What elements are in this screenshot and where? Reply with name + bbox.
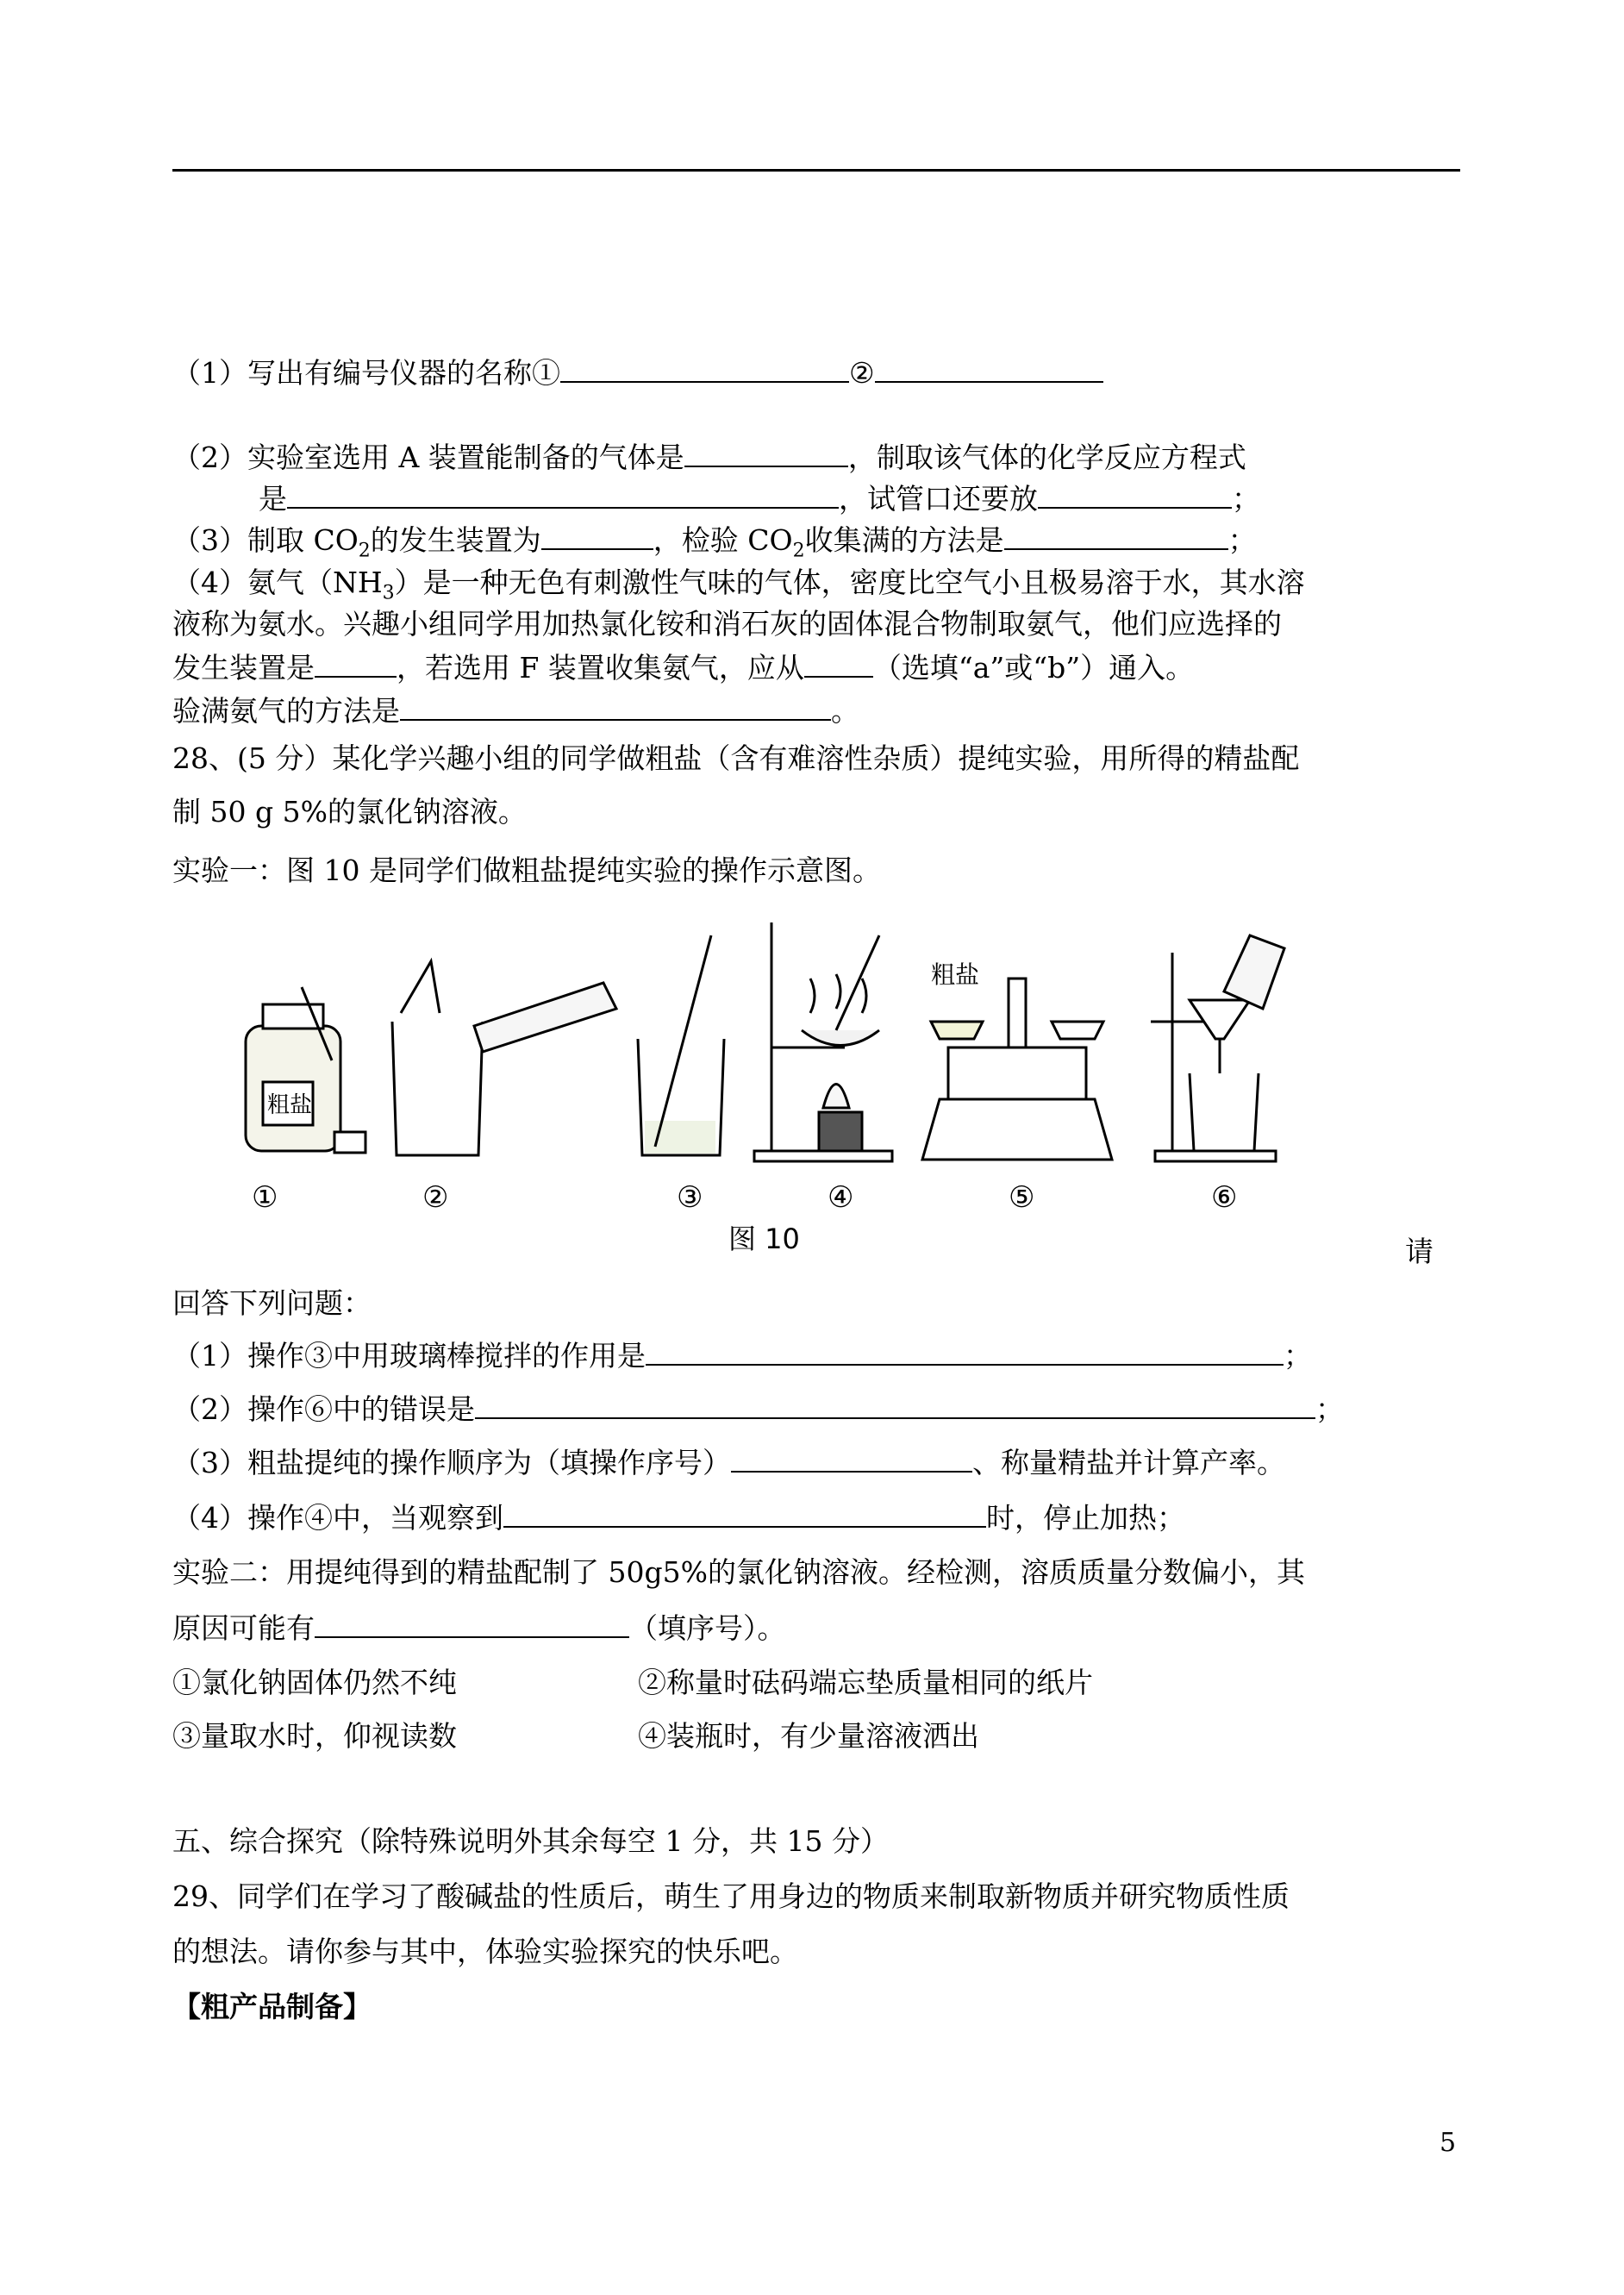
step-label: ① [252, 1180, 278, 1215]
stirring-beaker [638, 935, 724, 1155]
q29-line2: 的想法。请你参与其中，体验实验探究的快乐吧。 [172, 1935, 798, 1968]
answer-blank[interactable] [315, 1609, 629, 1638]
please-text: 请 [1405, 1235, 1433, 1268]
filtration-setup [1151, 935, 1284, 1161]
answer-blank[interactable] [731, 1443, 972, 1473]
q28-sub4: （4）操作④中，当观察到 时，停止加热； [172, 1498, 1185, 1537]
q28-experiment2-line2: 原因可能有 （填序号）。 [172, 1609, 786, 1648]
figure-caption: 图 10 [728, 1223, 800, 1254]
q28-experiment1: 实验一：图 10 是同学们做粗盐提纯实验的操作示意图。 [172, 854, 881, 887]
balance-label: 粗盐 [931, 960, 980, 989]
q29-line1: 29、同学们在学习了酸碱盐的性质后，萌生了用身边的物质来制取新物质并研究物质性质 [172, 1879, 1290, 1913]
q27-part4-line3: 发生装置是 ，若选用 F 装置收集氨气，应从 （选填“a”或“b”）通入。 [172, 648, 1194, 687]
q27-part4: （4）氨气$(NH_3)$是一种无色有刺激性气味的气体，密度比空气小且极易溶于水，其水溶 [172, 566, 1305, 604]
answer-blank[interactable] [804, 648, 873, 678]
answer-blank[interactable] [400, 691, 831, 721]
q28-sub3: （3）粗盐提纯的操作顺序为（填操作序号） 、称量精盐并计算产率。 [172, 1443, 1285, 1482]
section5-heading: 五、综合探究（除特殊说明外其余每空 1 分，共 15 分） [172, 1824, 889, 1858]
q28-intro-line2: 制 50 g 5%的氯化钠溶液。 [172, 795, 527, 829]
answer-blank[interactable] [560, 353, 849, 383]
reagent-jar [246, 987, 365, 1153]
step-label: ⑤ [1009, 1180, 1035, 1215]
answer-blank[interactable] [541, 521, 653, 550]
option-3: ③量取水时，仰视读数 [172, 1719, 457, 1753]
q27-part4-line2: 液称为氨水。兴趣小组同学用加热氯化铵和消石灰的固体混合物制取氨气，他们应选择的 [172, 607, 1282, 641]
answer-blank[interactable] [315, 648, 397, 678]
q27-part1: （1）写出有编号仪器的名称① ② [172, 353, 1103, 392]
jar-label: 粗盐 [267, 1092, 313, 1118]
step-label: ② [422, 1180, 449, 1215]
q27-part3: （3）制取 $CO_2$的发生装置为 ，检验 $CO_2$收集满的方法是 ； [172, 521, 1257, 571]
balance [922, 960, 1112, 1160]
q28-sub1: （1）操作③中用玻璃棒搅拌的作用是 ； [172, 1336, 1312, 1375]
figure-10 [233, 910, 1353, 1254]
subheading: 【粗产品制备】 [172, 1990, 372, 2023]
answer-lead: 回答下列问题： [172, 1286, 372, 1320]
q28-experiment2: 实验二：用提纯得到的精盐配制了 50g5%的氯化钠溶液。经检测，溶质质量分数偏小，其 [172, 1555, 1305, 1589]
q27-part2-cont: 是 ，试管口还要放 ； [259, 479, 1260, 518]
step-label: ③ [677, 1180, 703, 1215]
answer-blank[interactable] [475, 1390, 1315, 1419]
answer-blank[interactable] [646, 1336, 1284, 1366]
q28-sub2: （2）操作⑥中的错误是 ； [172, 1390, 1344, 1429]
answer-blank[interactable] [1038, 479, 1232, 509]
step-label: ④ [828, 1180, 854, 1215]
answer-blank[interactable] [875, 353, 1103, 383]
q28-intro-line1: 28、(5 分）某化学兴趣小组的同学做粗盐（含有难溶性杂质）提纯实验，用所得的精盐配 [172, 741, 1300, 775]
q27-part2: （2）实验室选用 A 装置能制备的气体是 ，制取该气体的化学反应方程式 [172, 438, 1246, 477]
header-rule [172, 169, 1460, 172]
answer-blank[interactable] [287, 479, 839, 509]
option-1: ①氯化钠固体仍然不纯 [172, 1666, 457, 1699]
beaker-and-cylinder [392, 961, 616, 1155]
step-label: ⑥ [1211, 1180, 1238, 1215]
answer-blank[interactable] [1004, 521, 1228, 550]
evaporation-setup [754, 922, 892, 1161]
option-2: ②称量时砝码端忘垫质量相同的纸片 [638, 1666, 1093, 1699]
answer-blank[interactable] [503, 1498, 986, 1528]
page-number: 5 [1440, 2128, 1457, 2158]
q27-part4-line4: 验满氨气的方法是 。 [172, 691, 859, 730]
answer-blank[interactable] [684, 438, 848, 467]
option-4: ④装瓶时，有少量溶液洒出 [638, 1719, 979, 1753]
